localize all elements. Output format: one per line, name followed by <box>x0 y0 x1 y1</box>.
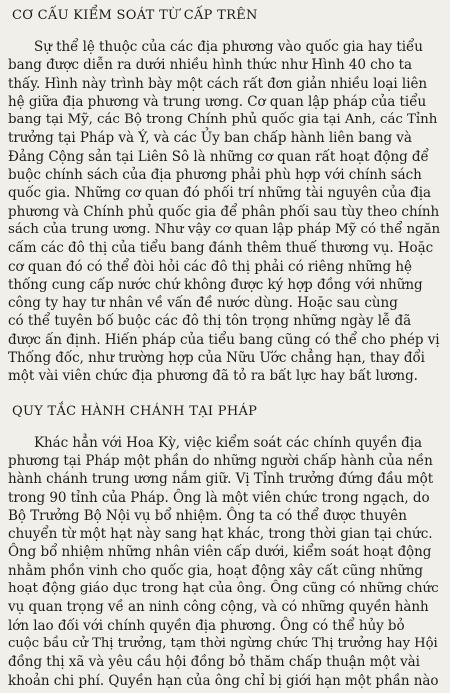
text-line: bang được diễn ra dưới nhiều hình thức như Hình 40 cho ta <box>8 57 413 74</box>
text-line: phương tại Pháp một phần do những người chấp hành của nền <box>8 452 433 469</box>
text-line: được ấn định. Hiến pháp của tiểu bang cũng có thể cho phép vị <box>8 331 440 348</box>
text-line: trưởng tại Pháp và Ý, và các Ủy ban chấp hành liên bang và <box>8 130 412 147</box>
text-line: Đảng Cộng sản tại Liên Sô là những cơ quan rất hoạt động để <box>8 148 429 165</box>
text-line: bang tại Mỹ, các Bộ trong Chính phủ quốc gia tại Anh, các Tỉnh <box>8 112 438 128</box>
text-line: sách của trung ương. Như vậy cơ quan lập pháp Mỹ có thể ngăn <box>8 221 441 237</box>
text-line: hành chánh trung ương nắm giữ. Vị Tỉnh trưởng đứng đầu một <box>8 471 434 488</box>
text-line: lớn lao đối với chính quyền địa phương. Ông có thể hủy bỏ <box>8 617 405 634</box>
text-line: Thống đốc, như trường hợp của Nữu Ước chẳng hạn, thay đổi <box>8 350 425 367</box>
section-heading-france: QUY TẮC HÀNH CHÁNH TẠI PHÁP <box>12 403 258 419</box>
text-line: cơ quan đó có thể đòi hỏi các đô thị phải có riêng những hệ <box>8 258 412 275</box>
text-line: phương và Chính phủ quốc gia để phân phối sau tùy theo chính <box>8 203 440 220</box>
text-line: nhằm phồn vinh cho quốc gia, hoạt động xây cất cũng những <box>8 562 424 579</box>
text-line: hoạt động giáo dục trong hạt của ông. Ông cũng có những chức <box>8 581 439 597</box>
text-line: buộc chính sách của địa phương phải phù hợp với chính sách <box>8 167 422 184</box>
text-line: Sự thể lệ thuộc của các địa phương vào quốc gia hay tiểu <box>34 39 423 55</box>
text-line: Khác hẳn với Hoa Kỳ, việc kiểm soát các chính quyền địa <box>34 434 423 451</box>
text-line: trong 90 tỉnh của Pháp. Ông là một viên chức trong ngạch, do <box>8 489 430 506</box>
text-line: Ông bổ nhiệm những nhân viên cấp dưới, kiểm soát hoạt động <box>8 544 432 561</box>
text-line: thấy. Hình này trình bày một cách rất đơn giản nhiều loại liên <box>8 75 428 92</box>
text-line: đồng thị xã và yêu cầu hội đồng bỏ thăm chấp thuận một vài <box>8 654 420 671</box>
text-line: một vài viên chức địa phương đã tỏ ra bất lực hay bất lương. <box>8 368 418 385</box>
text-line: cuộc bầu cử Thị trưởng, tạm thời ngừng chức Thị trưởng hay Hội <box>8 635 438 651</box>
paragraph-control <box>8 38 440 386</box>
text-line: công ty hay tư nhân về vấn đề nước dùng. Hoặc sau cùng <box>8 295 398 312</box>
text-line: Bộ Trưởng Bộ Nội vụ bổ nhiệm. Ông ta có thể được thuyên <box>8 507 407 524</box>
text-line: chuyển từ một hạt này sang hạt khác, trong thời gian tại chức. <box>8 526 433 543</box>
text-line: thống cung cấp nước chứ không được ký hợp đồng với những <box>8 276 423 293</box>
text-line: có thể tuyên bố buộc các đô thị tôn trọng những ngày lễ đã <box>8 313 412 330</box>
text-line: cấm các đô thị của tiểu bang đánh thêm thuế thương vụ. Hoặc <box>8 240 434 257</box>
text-line: quốc gia. Những cơ quan đó phối trí những tài nguyên của địa <box>8 185 432 202</box>
text-line: vụ quan trọng về an ninh công cộng, và có những quyền hành <box>8 599 429 616</box>
section-heading-control: CƠ CẤU KIỂM SOÁT TỪ CẤP TRÊN <box>12 8 258 23</box>
text-line: hệ giữa địa phương và trung ương. Cơ quan lập pháp của tiểu <box>8 93 427 110</box>
text-line: khoản chi phí. Quyền hạn của ông chỉ bị giới hạn một phần nào <box>8 672 439 689</box>
paragraph-france <box>8 434 440 690</box>
